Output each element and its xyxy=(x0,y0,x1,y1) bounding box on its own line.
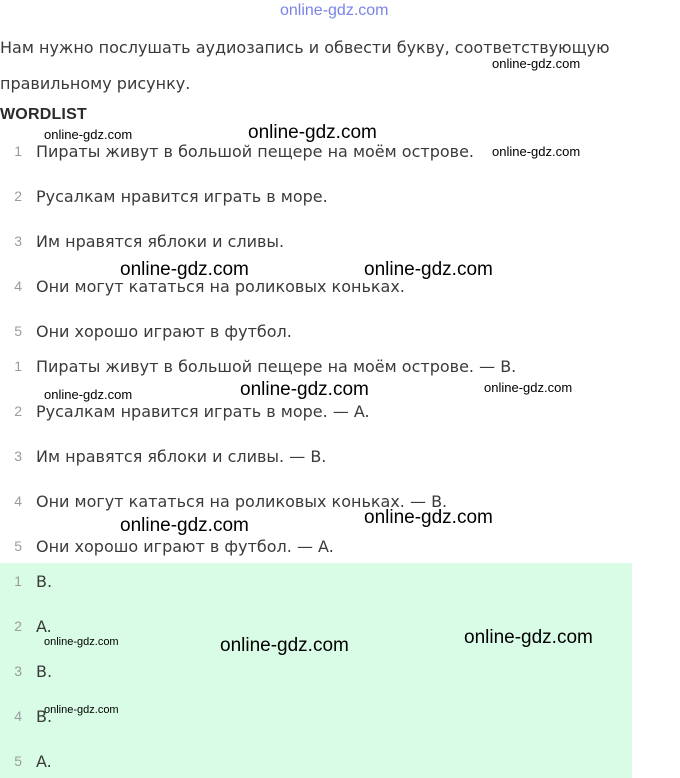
item-text: A. xyxy=(36,616,52,636)
answer-item xyxy=(0,569,52,593)
instruction-line-1: Нам нужно послушать аудиозапись и обвести букву, соответствующую xyxy=(0,38,610,57)
item-number: 5 xyxy=(14,753,22,769)
answered-item xyxy=(0,534,334,558)
item-number: 3 xyxy=(14,233,22,249)
item-text: Им нравятся яблоки и сливы. xyxy=(36,231,285,251)
wordlist-item xyxy=(0,319,292,343)
watermark: online-gdz.com xyxy=(120,259,249,280)
answer-item xyxy=(0,659,52,683)
instruction-line-2: правильному рисунку. xyxy=(0,74,191,93)
item-text: Русалкам нравится играть в море. xyxy=(36,186,328,206)
watermark: online-gdz.com xyxy=(364,507,493,528)
watermark: online-gdz.com xyxy=(220,635,349,656)
watermark: online-gdz.com xyxy=(44,704,119,716)
watermark: online-gdz.com xyxy=(492,144,581,159)
item-text: Они могут кататься на роликовых коньках. — B. xyxy=(36,491,448,511)
watermark: online-gdz.com xyxy=(120,515,249,536)
watermark: online-gdz.com xyxy=(492,56,581,71)
item-number: 1 xyxy=(14,573,22,589)
watermark: online-gdz.com xyxy=(484,380,573,395)
item-number: 2 xyxy=(14,403,22,419)
item-text: Пираты живут в большой пещере на моём острове. xyxy=(36,141,475,161)
answered-item xyxy=(0,444,326,468)
answer-box xyxy=(0,563,632,778)
item-text: Русалкам нравится играть в море. — A. xyxy=(36,401,370,421)
answer-item xyxy=(0,749,52,773)
item-number: 1 xyxy=(14,143,22,159)
item-number: 3 xyxy=(14,663,22,679)
wordlist-heading: WORDLIST xyxy=(0,106,87,123)
wordlist-item xyxy=(0,184,328,208)
item-text: Им нравятся яблоки и сливы. — B. xyxy=(36,446,327,466)
item-text: Они могут кататься на роликовых коньках. xyxy=(36,276,405,296)
item-text: Они хорошо играют в футбол. — A. xyxy=(36,536,334,556)
item-text: B. xyxy=(36,706,53,726)
item-number: 3 xyxy=(14,448,22,464)
watermark: online-gdz.com xyxy=(364,259,493,280)
watermark: online-gdz.com xyxy=(44,127,133,142)
answered-item xyxy=(0,354,516,378)
watermark: online-gdz.com xyxy=(248,122,377,143)
item-number: 4 xyxy=(14,278,22,294)
watermark: online-gdz.com xyxy=(44,636,119,648)
answered-item xyxy=(0,399,370,423)
item-number: 4 xyxy=(14,708,22,724)
item-number: 1 xyxy=(14,358,22,374)
item-text: Пираты живут в большой пещере на моём острове. — B. xyxy=(36,356,517,376)
watermark: online-gdz.com xyxy=(464,627,593,648)
answer-item xyxy=(0,614,52,638)
item-number: 5 xyxy=(14,538,22,554)
wordlist-item xyxy=(0,139,474,163)
item-number: 2 xyxy=(14,618,22,634)
item-number: 5 xyxy=(14,323,22,339)
item-number: 2 xyxy=(14,188,22,204)
item-text: A. xyxy=(36,751,52,771)
item-number: 4 xyxy=(14,493,22,509)
watermark: online-gdz.com xyxy=(44,387,133,402)
wordlist-item xyxy=(0,229,284,253)
item-text: Они хорошо играют в футбол. xyxy=(36,321,292,341)
watermark: online-gdz.com xyxy=(240,379,369,400)
site-link[interactable]: online-gdz.com xyxy=(280,2,389,19)
item-text: B. xyxy=(36,661,53,681)
item-text: B. xyxy=(36,571,53,591)
